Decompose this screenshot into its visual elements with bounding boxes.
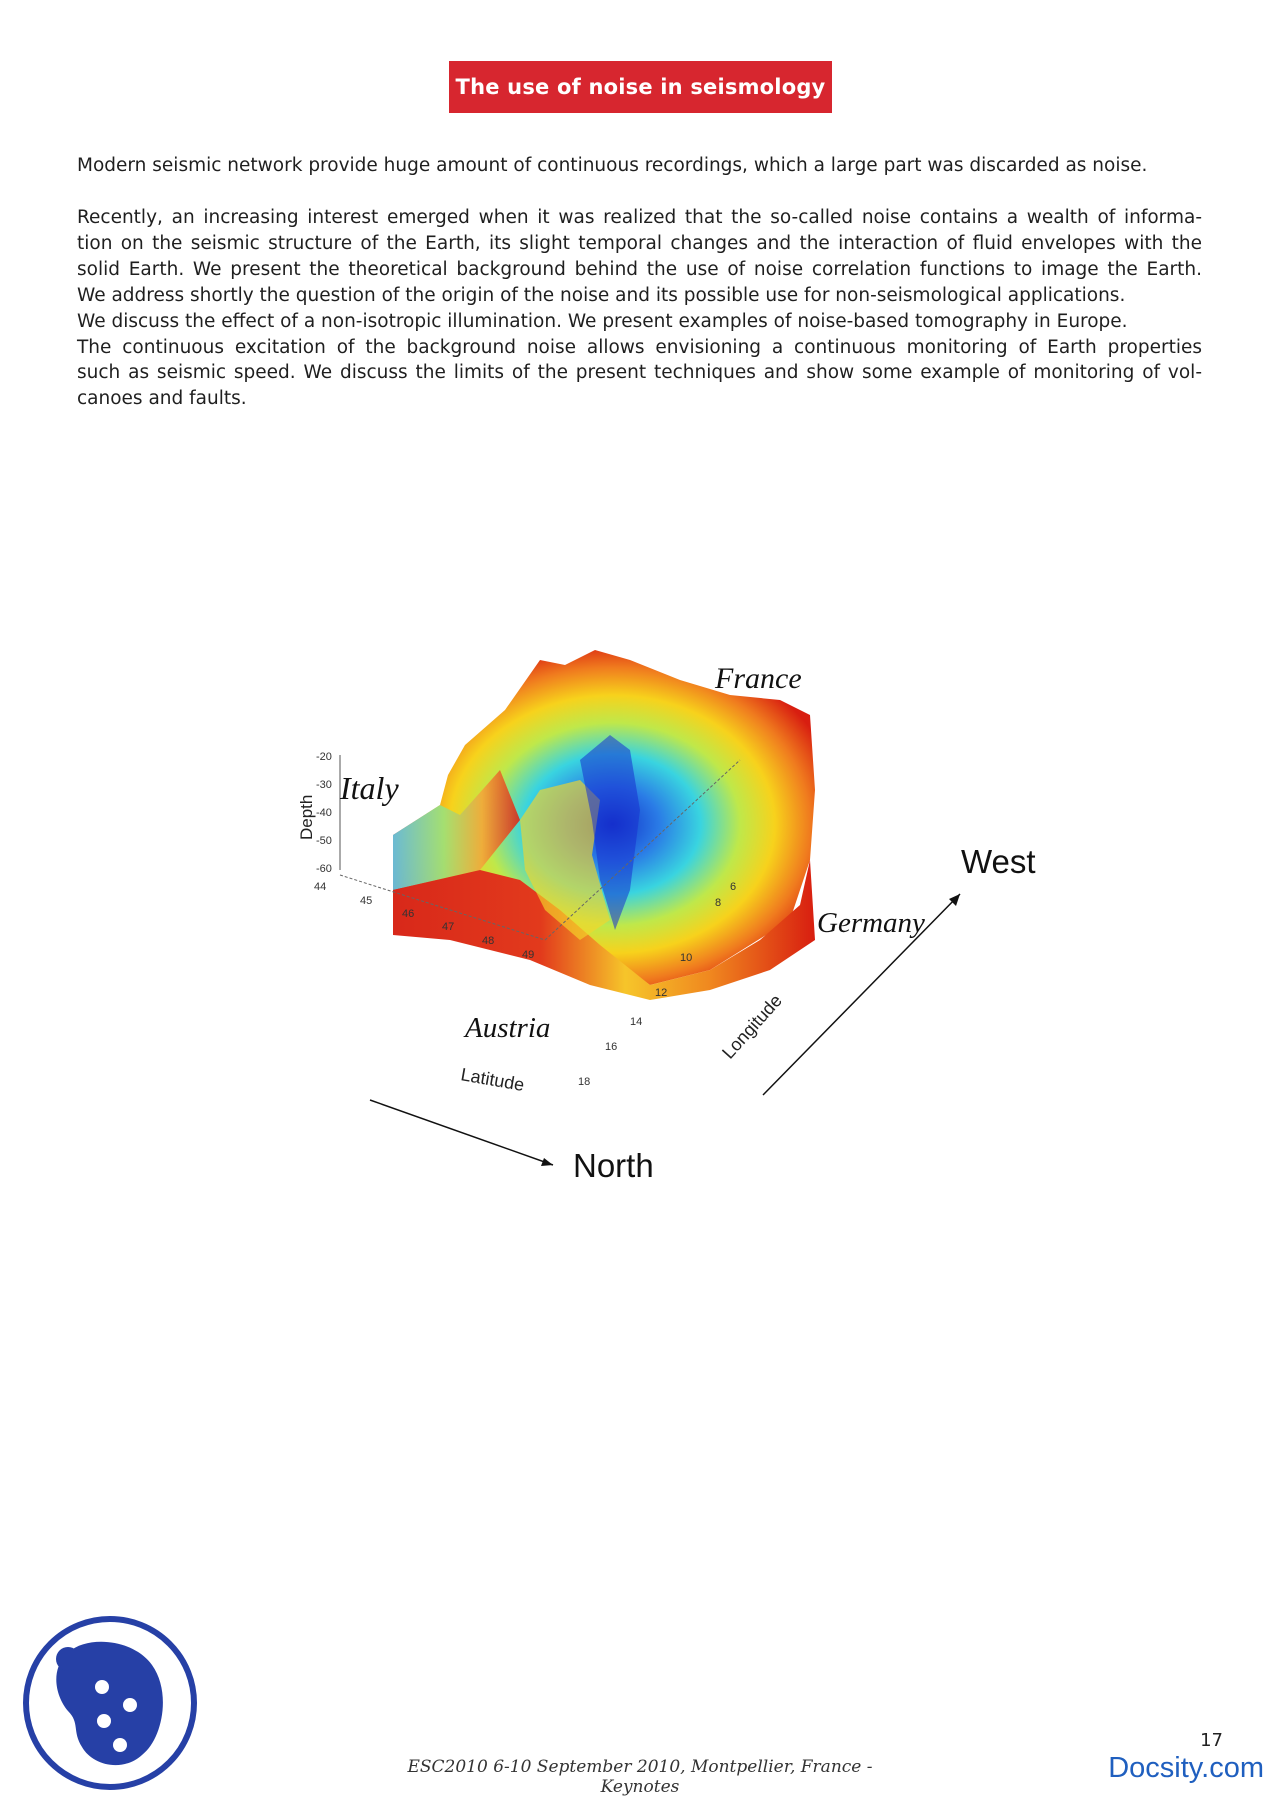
longitude-tick: 6 bbox=[730, 881, 737, 893]
tomography-figure bbox=[297, 640, 1070, 1210]
label-west: West bbox=[961, 843, 1036, 880]
paragraph-intro: Modern seismic network provide huge amount of continuous recordings, which a large part was discarded as noise. bbox=[77, 155, 1148, 176]
depth-tick: -50 bbox=[316, 835, 332, 847]
depth-tick: -30 bbox=[316, 779, 332, 791]
latitude-tick: 46 bbox=[402, 908, 415, 920]
depth-tick: -40 bbox=[316, 807, 332, 819]
abstract-line: We address shortly the question of the origin of the noise and its possible use for non-seismological applications. bbox=[77, 284, 1126, 306]
longitude-tick: 14 bbox=[630, 1016, 643, 1028]
abstract-line: canoes and faults. bbox=[77, 388, 247, 410]
label-austria: Austria bbox=[465, 1012, 551, 1044]
longitude-tick: 18 bbox=[578, 1076, 591, 1088]
depth-tick: -20 bbox=[316, 751, 332, 763]
longitude-tick: 10 bbox=[680, 952, 693, 964]
abstract-line: tion on the seismic structure of the Earth, its slight temporal changes and the interaction of fluid envelopes with the bbox=[77, 232, 1202, 254]
brand-link[interactable]: Docsity.com bbox=[1108, 1752, 1264, 1784]
page-title: The use of noise in seismology bbox=[449, 61, 832, 113]
page-number: 17 bbox=[1200, 1730, 1223, 1751]
abstract-line: such as seismic speed. We discuss the limits of the present techniques and show some example of monitoring of vol- bbox=[77, 362, 1202, 384]
docsity-logo-icon bbox=[22, 1615, 198, 1791]
abstract-line: We discuss the effect of a non-isotropic illumination. We present examples of noise-based tomography in Europe. bbox=[77, 310, 1128, 332]
label-france: France bbox=[715, 662, 802, 695]
abstract-line: Recently, an increasing interest emerged when it was realized that the so-called noise contains a wealth of informa- bbox=[77, 207, 1202, 228]
latitude-tick: 48 bbox=[482, 935, 495, 947]
label-italy: Italy bbox=[340, 770, 399, 806]
label-germany: Germany bbox=[817, 907, 925, 939]
north-arrow-shaft bbox=[370, 1100, 553, 1165]
paragraph-abstract bbox=[77, 205, 1202, 412]
latitude-axis-label: Latitude bbox=[459, 1064, 526, 1096]
latitude-tick: 47 bbox=[442, 921, 455, 933]
longitude-tick: 16 bbox=[605, 1041, 618, 1053]
tomography-surface bbox=[297, 640, 1070, 1210]
conference-footer: ESC2010 6-10 September 2010, Montpellier, France - Keynotes bbox=[407, 1757, 873, 1797]
abstract-line: The continuous excitation of the background noise allows envisioning a continuous monitoring of Earth properties bbox=[77, 336, 1202, 358]
latitude-tick: 45 bbox=[360, 895, 373, 907]
longitude-tick: 12 bbox=[655, 987, 668, 999]
latitude-tick: 49 bbox=[522, 949, 535, 961]
depth-axis-label: Depth bbox=[297, 794, 316, 840]
north-arrow-head bbox=[541, 1158, 553, 1166]
longitude-axis-label: Longitude bbox=[718, 990, 786, 1063]
depth-tick: -60 bbox=[316, 863, 332, 875]
abstract-line: solid Earth. We present the theoretical background behind the use of noise correlation functions to image the Earth. bbox=[77, 258, 1202, 280]
label-north: North bbox=[573, 1147, 654, 1184]
latitude-tick: 44 bbox=[314, 881, 327, 893]
longitude-tick: 8 bbox=[715, 897, 722, 909]
